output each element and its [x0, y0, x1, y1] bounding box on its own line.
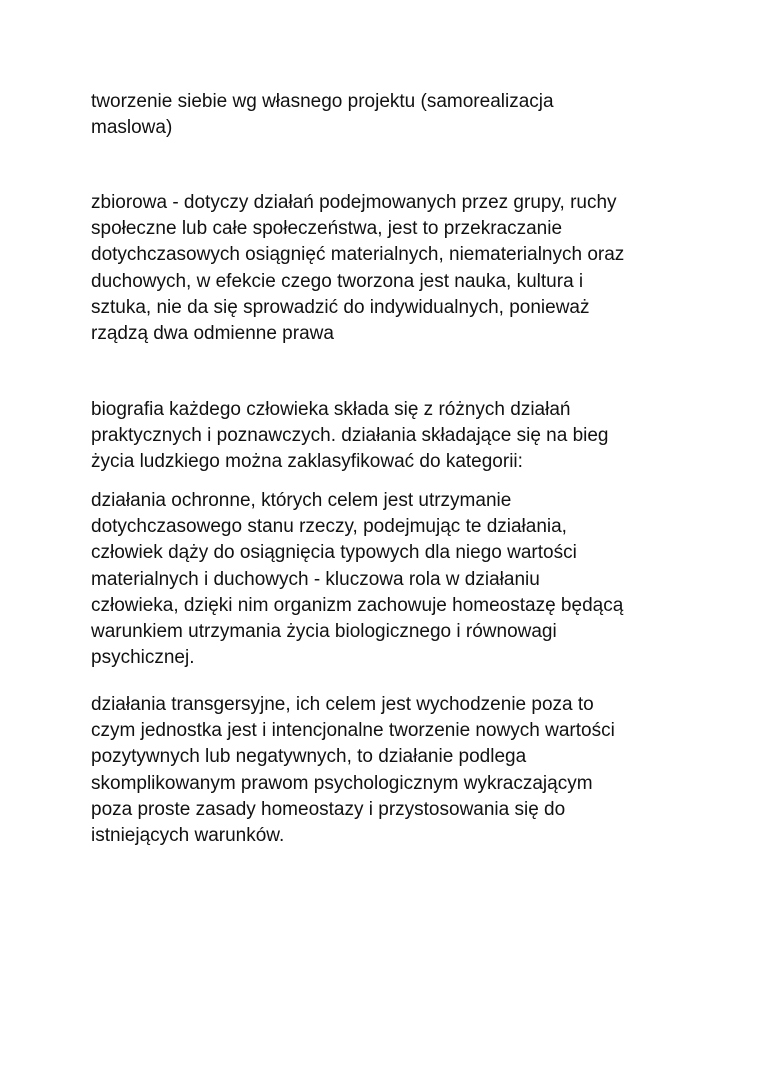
text-line: działania ochronne, których celem jest utrzymanie	[91, 490, 512, 511]
text-line: psychicznej.	[91, 647, 195, 669]
text-line: zbiorowa - dotyczy działań podejmowanych przez grupy, ruchy	[91, 192, 617, 213]
text-line: człowieka, dzięki nim organizm zachowuje homeostazę będącą	[91, 594, 624, 616]
text-line: czym jednostka jest i intencjonalne tworzenie nowych wartości	[91, 720, 615, 742]
text-line: materialnych i duchowych - kluczowa rola w działaniu	[91, 568, 540, 590]
text-line: warunkiem utrzymania życia biologicznego i równowagi	[91, 621, 557, 643]
text-line: życia ludzkiego można zaklasyfikować do kategorii:	[91, 451, 523, 473]
text-line: poza proste zasady homeostazy i przystosowania się do	[91, 798, 566, 820]
text-line: biografia każdego człowieka składa się z różnych działań	[91, 399, 571, 420]
text-line: człowiek dąży do osiągnięcia typowych dla niego wartości	[91, 542, 577, 564]
text-line: dotychczasowego stanu rzeczy, podejmując te działania,	[91, 516, 567, 538]
text-line: praktycznych i poznawczych. działania składające się na bieg	[91, 425, 609, 447]
text-line: istniejących warunków.	[91, 825, 285, 847]
text-line: sztuka, nie da się sprowadzić do indywidualnych, ponieważ	[91, 296, 590, 318]
text-line: dotychczasowych osiągnięć materialnych, niematerialnych oraz	[91, 244, 625, 266]
paragraph-self-realization	[91, 89, 681, 141]
text-line: duchowych, w efekcie czego tworzona jest nauka, kultura i	[91, 270, 584, 292]
paragraph-protective-actions	[91, 488, 681, 671]
text-line: społeczne lub całe społeczeństwa, jest to przekraczanie	[91, 218, 563, 240]
text-line: działania transgersyjne, ich celem jest wychodzenie poza to	[91, 694, 594, 715]
text-line: rządzą dwa odmienne prawa	[91, 323, 334, 345]
paragraph-collective	[91, 190, 681, 347]
text-line: maslowa)	[91, 117, 173, 139]
text-line: pozytywnych lub negatywnych, to działanie podlega	[91, 746, 527, 768]
text-line: skomplikowanym prawom psychologicznym wykraczającym	[91, 772, 593, 794]
text-line: tworzenie siebie wg własnego projektu (samorealizacja	[91, 91, 554, 112]
paragraph-transgressive-actions	[91, 692, 681, 849]
paragraph-biography	[91, 397, 681, 476]
